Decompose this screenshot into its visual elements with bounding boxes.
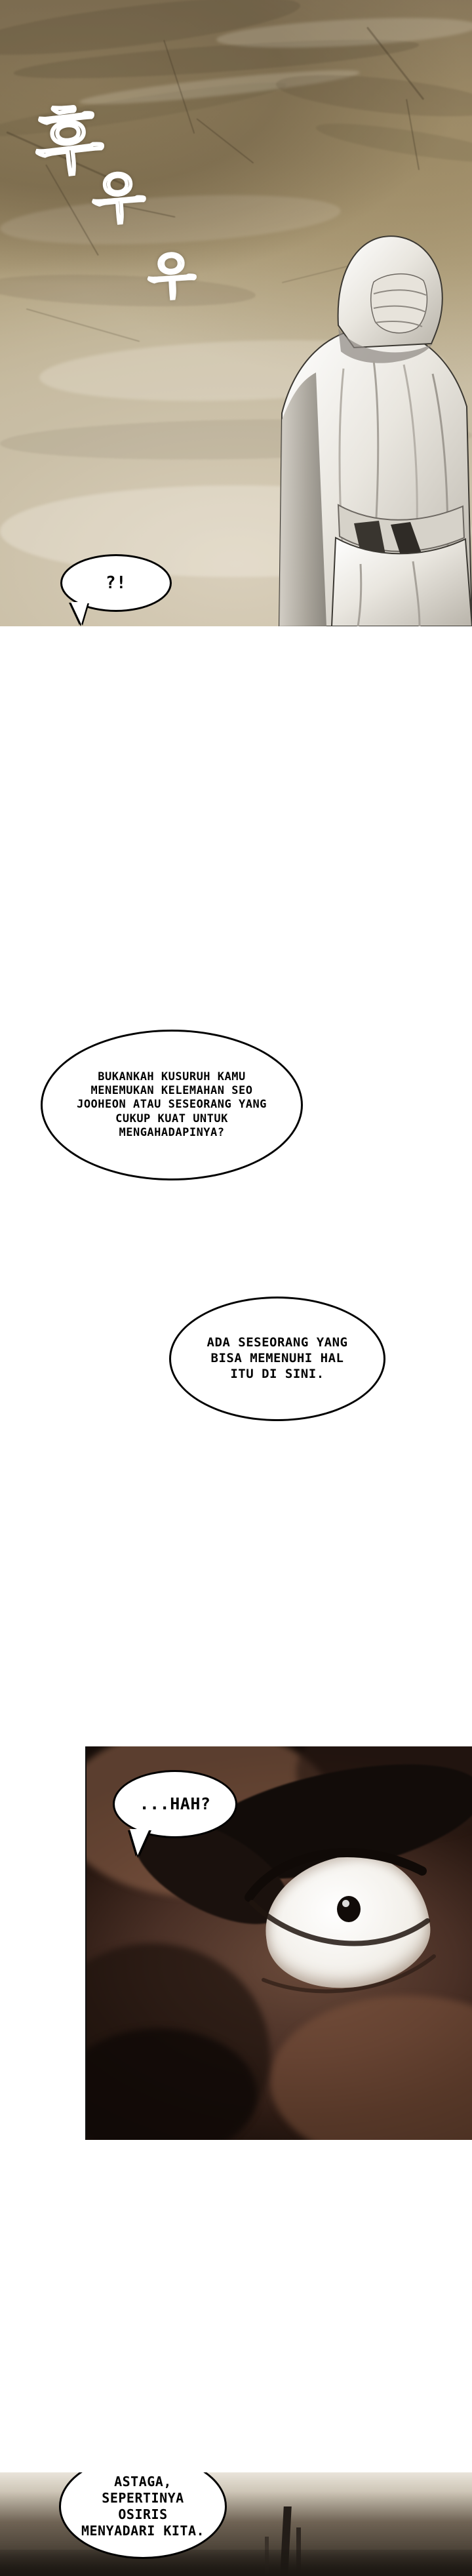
rock-striation (314, 116, 472, 170)
rock-striation (0, 271, 256, 311)
foreground-shadow (0, 2550, 472, 2576)
sfx-glyph-2: 우 (90, 164, 146, 232)
panel-close-up-eye (85, 1746, 472, 2140)
eye-pupil (337, 1896, 361, 1922)
panel-bottom-dark-scene (0, 2472, 472, 2576)
sfx-glyph-1: 후 (30, 98, 106, 187)
hooded-figure-art (275, 197, 472, 626)
speech-bubble-question-text: ?! (105, 573, 127, 593)
hooded-figure (275, 197, 472, 626)
skin-highlight (270, 1996, 472, 2140)
speech-bubble-astaga-text: ASTAGA, SEPERTINYA OSIRIS MENYADARI KITA. (81, 2474, 205, 2539)
speech-bubble-astaga (59, 2472, 227, 2559)
speech-bubble-reply (169, 1297, 385, 1421)
speech-bubble-question-tail (71, 602, 88, 624)
eye-pupil-highlight (342, 1900, 349, 1907)
sfx-glyph-3: 우 (146, 245, 197, 306)
panel-desert-hooded-figure (0, 0, 472, 626)
panel-dialogue-white-space (0, 626, 472, 1746)
rock-crack (26, 308, 140, 342)
speech-bubble-hah (113, 1770, 237, 1838)
speech-bubble-instruction-text: BUKANKAH KUSURUH KAMU MENEMUKAN KELEMAHAN SEO JOOHEON ATAU SESEORANG YANG CUKUP KUAT UNTUK MENGAHADAPINYA? (77, 1070, 267, 1139)
rock-crack (196, 118, 254, 163)
speech-bubble-hah-tail (130, 1829, 149, 1855)
speech-bubble-instruction (41, 1030, 303, 1180)
speech-bubble-reply-text: ADA SESEORANG YANG BISA MEMENUHI HAL ITU DI SINI. (206, 1335, 348, 1381)
rock-striation (274, 67, 472, 124)
speech-bubble-hah-text: ...HAH? (139, 1794, 211, 1814)
